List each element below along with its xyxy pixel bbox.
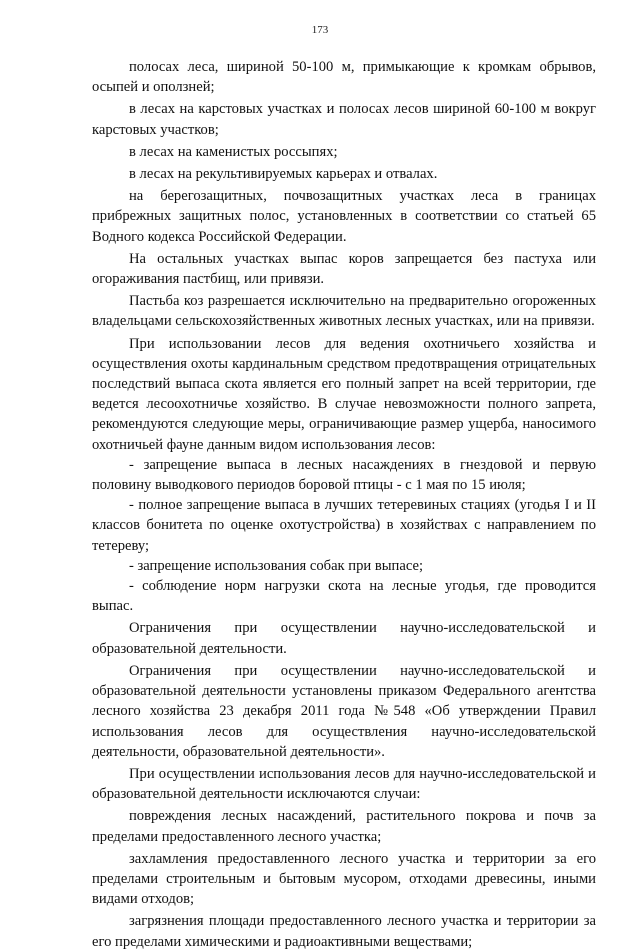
page-number: 173 <box>311 24 329 36</box>
paragraph: в лесах на рекультивируемых карьерах и отвалах. <box>129 166 438 183</box>
list-item: - запрещение выпаса в лесных насаждениях в гнездовой и первую половину выводкового периодов боровой птицы - с 1 мая по 15 июля; <box>92 456 596 494</box>
section-heading: Ограничения при осуществлении научно-исследовательской и образовательной деятельности. <box>92 620 596 657</box>
paragraph: При использовании лесов для ведения охотничьего хозяйства и осуществления охоты кардинальным средством предотвращения отрицательных последствий выпаса скота является его полный запрет на всей территории, где ведется лесоохотничье хозяйство. В случае невозможности полного запрета, рекомендуются следующие меры, ограничивающие размер ущерба, наносимого охотничьей фауне данным видом использования лесов: <box>92 335 596 453</box>
paragraph: в лесах на карстовых участках и полосах лесов шириной 60-100 м вокруг карстовых участков; <box>92 101 596 138</box>
paragraph: При осуществлении использования лесов для научно-исследовательской и образовательной деятельности исключаются случаи: <box>92 765 596 803</box>
paragraph: в лесах на каменистых россыпях; <box>129 143 338 160</box>
list-item: загрязнения площади предоставленного лесного участка и территории за его пределами химическими и радиоактивными веществами; <box>92 913 596 950</box>
paragraph: полосах леса, шириной 50-100 м, примыкающие к кромкам обрывов, осыпей и оползней; <box>92 59 596 96</box>
list-item: захламления предоставленного лесного участка и территории за его пределами строительным и бытовым мусором, отходами древесины, иными видами отходов; <box>92 850 596 908</box>
paragraph: На остальных участках выпас коров запрещается без пастуха или огораживания пастбищ, или привязи. <box>92 250 596 288</box>
paragraph: на берегозащитных, почвозащитных участках леса в границах прибрежных защитных полос, установленных в соответствии со статьей 65 Водного кодекса Российской Федерации. <box>92 188 596 245</box>
list-item: - соблюдение норм нагрузки скота на лесные угодья, где проводится выпас. <box>92 578 596 615</box>
paragraph: Пастьба коз разрешается исключительно на предварительно огороженных владельцами сельскохозяйственных животных лесных участках, или на привязи. <box>92 293 596 330</box>
document-body <box>92 57 596 952</box>
list-item: - запрещение использования собак при выпасе; <box>129 557 424 574</box>
paragraph: Ограничения при осуществлении научно-исследовательской и образовательной деятельности установлены приказом Федерального агентства лесного хозяйства 23 декабря 2011 года №548 «Об утверждении Правил использования лесов для осуществления научно-исследовательской деятельности, образовательной деятельности». <box>92 662 596 760</box>
list-item: - полное запрещение выпаса в лучших тетеревиных стациях (угодья I и II классов бонитета по оценке охотустройства) в хозяйствах с направлением по тетереву; <box>92 497 596 554</box>
list-item: повреждения лесных насаждений, растительного покрова и почв за пределами предоставленного лесного участка; <box>92 808 596 845</box>
